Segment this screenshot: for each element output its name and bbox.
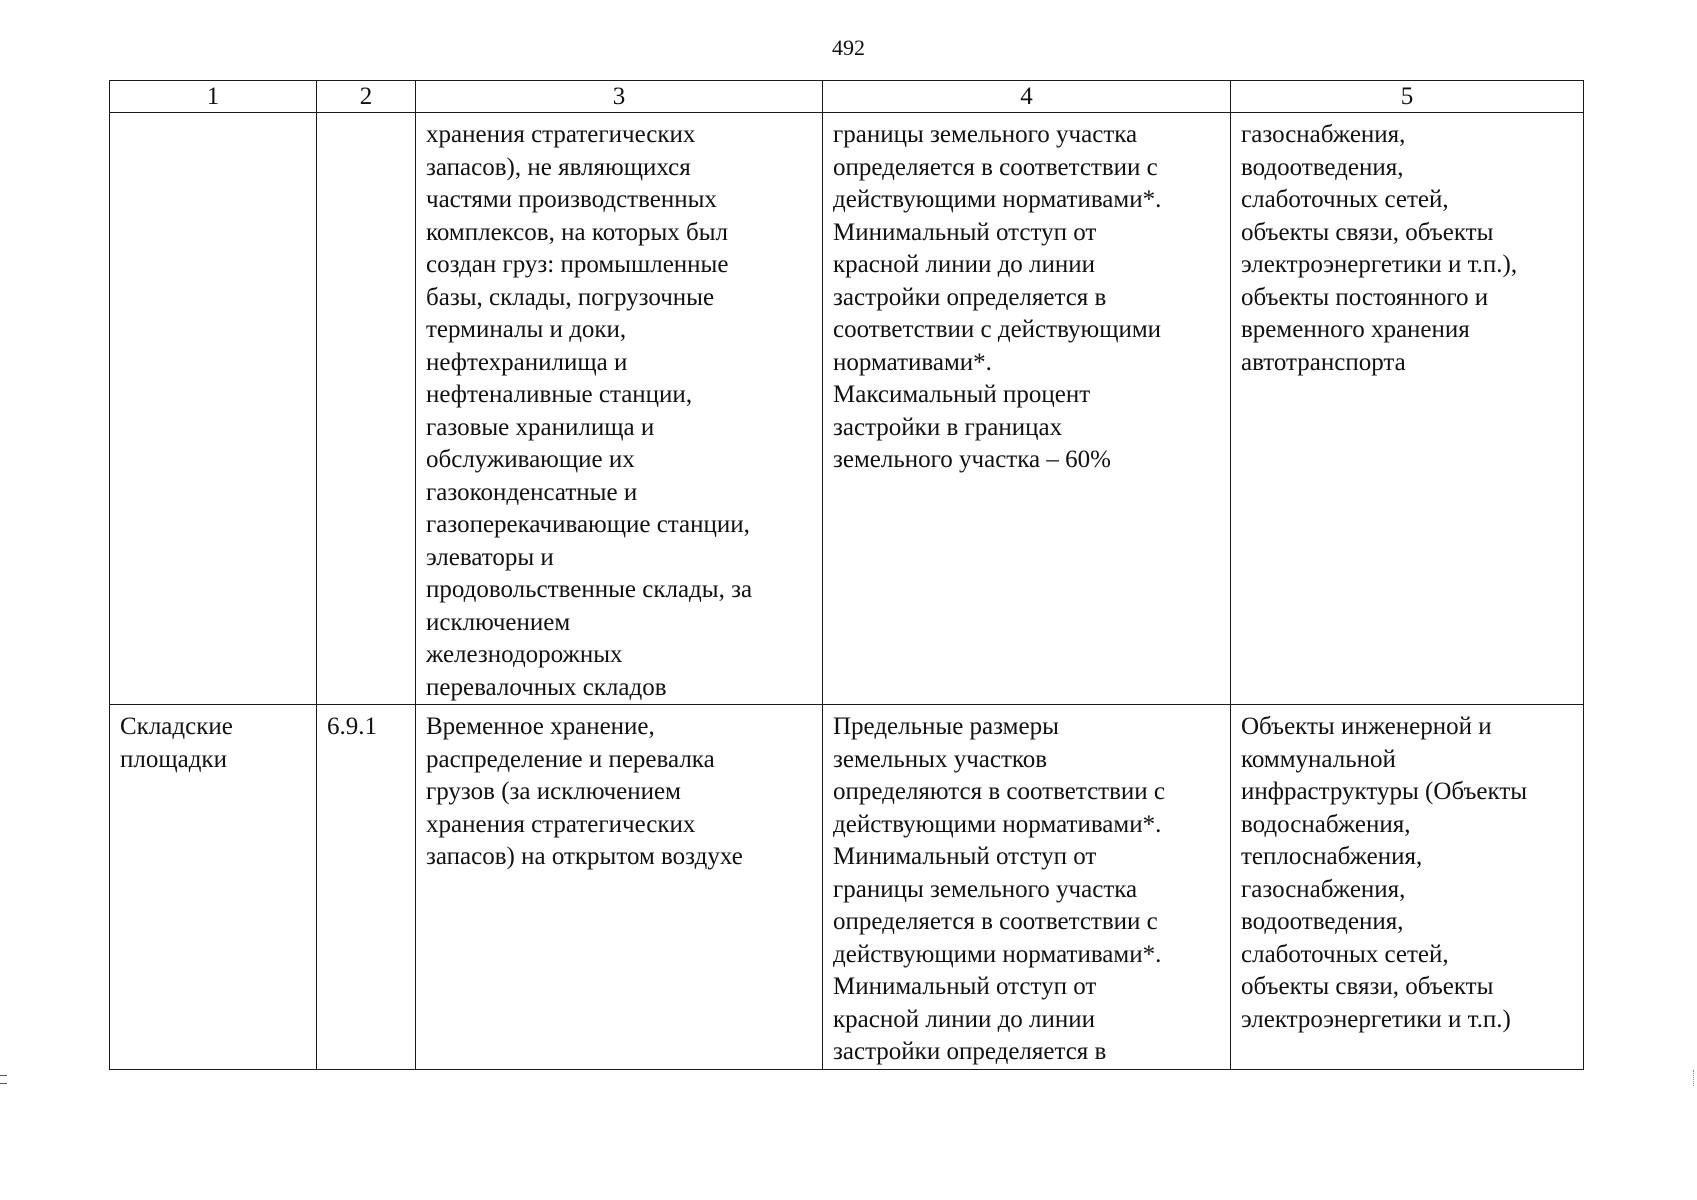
column-header-4: 4 — [823, 81, 1231, 113]
table-row — [110, 705, 1584, 1070]
cell-code: 6.9.1 — [317, 705, 416, 1070]
cell-parameters: Предельные размеры земельных участков определяются в соответствии с действующими нормативами*. Минимальный отступ от границы земельного участка определяется в соответствии с действующими нормативами*. Минимальный отступ от красной линии до линии застройки определяется в — [823, 705, 1231, 1070]
cell-code — [317, 113, 416, 705]
cell-description: хранения стратегических запасов), не являющихся частями производственных комплексов, на которых был создан груз: промышленные базы, склады, погрузочные терминалы и доки, нефтехранилища и нефтеналивные станции, газовые хранилища и обслуживающие их газоконденсатные и газоперекачивающие станции, элеваторы и продовольственные склады, за исключением железнодорожных перевалочных складов — [416, 113, 823, 705]
column-header-2: 2 — [317, 81, 416, 113]
page-number: 492 — [832, 35, 865, 60]
scan-margin-mark-right — [1693, 1070, 1697, 1086]
cell-land-use-name: Складские площадки — [110, 705, 317, 1070]
column-header-1: 1 — [110, 81, 317, 113]
cell-description: Временное хранение, распределение и перевалка грузов (за исключением хранения стратегических запасов) на открытом воздухе — [416, 705, 823, 1070]
cell-parameters: границы земельного участка определяется в соответствии с действующими нормативами*. Минимальный отступ от красной линии до линии застройки определяется в соответствии с действующими нормативами*. Максимальный процент застройки в границах земельного участка – 60% — [823, 113, 1231, 705]
cell-auxiliary-uses: газоснабжения, водоотведения, слаботочных сетей, объекты связи, объекты электроэнергетики и т.п.), объекты постоянного и временного хранения автотранспорта — [1231, 113, 1584, 705]
table-header-row — [110, 81, 1584, 113]
zoning-table — [109, 80, 1584, 1070]
scan-margin-mark — [0, 1075, 7, 1084]
table-row — [110, 113, 1584, 705]
column-header-5: 5 — [1231, 81, 1584, 113]
cell-land-use-name — [110, 113, 317, 705]
column-header-3: 3 — [416, 81, 823, 113]
cell-auxiliary-uses: Объекты инженерной и коммунальной инфраструктуры (Объекты водоснабжения, теплоснабжения, газоснабжения, водоотведения, слаботочных сетей, объекты связи, объекты электроэнергетики и т.п.) — [1231, 705, 1584, 1070]
